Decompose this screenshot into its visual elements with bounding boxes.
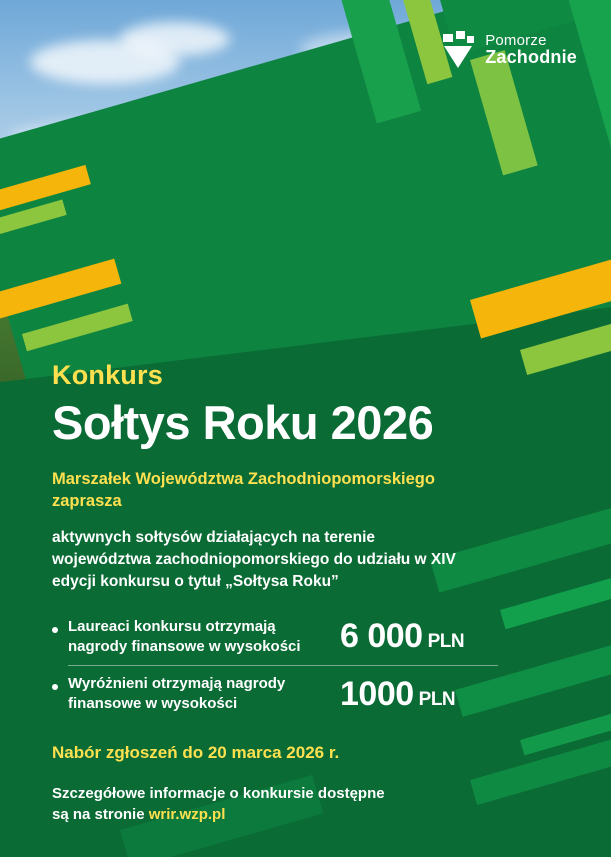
kicker-konkurs: Konkurs	[52, 360, 163, 390]
list-item	[52, 611, 557, 664]
subtitle: Marszałek Województwa Zachodniopomorskiego zaprasza	[52, 470, 435, 511]
prize-currency: PLN	[418, 688, 456, 710]
prize-amount	[340, 675, 455, 714]
prize-amount-value: 6 000	[340, 617, 423, 656]
divider	[68, 665, 498, 666]
prize-amount	[340, 617, 464, 656]
prize-list	[52, 611, 557, 721]
logo-text	[485, 33, 577, 68]
poster-content	[52, 360, 557, 826]
logo-line-zachodnie: Zachodnie	[485, 47, 577, 68]
prize-amount-value: 1000	[340, 674, 414, 713]
list-item	[52, 668, 557, 721]
info-block	[52, 783, 557, 827]
prize-description: Wyróżnieni otrzymają nagrody finansowe w wysokości	[68, 675, 286, 713]
pomorze-zachodnie-logo-icon	[441, 30, 475, 70]
info-line-1: Szczegółowe informacje o konkursie dostępne	[52, 784, 385, 802]
page-title: Sołtys Roku 2026	[52, 396, 434, 449]
bullet-icon	[52, 684, 58, 690]
info-line-2-prefix: są na stronie	[52, 806, 149, 824]
logo-line-pomorze: Pomorze	[485, 31, 547, 49]
deadline-text: Nabór zgłoszeń do 20 marca 2026 r.	[52, 742, 340, 762]
contest-url[interactable]: wrir.wzp.pl	[148, 806, 226, 824]
cloud	[120, 22, 230, 56]
lead-paragraph: aktywnych sołtysów działających na terenie województwa zachodniopomorskiego do udziału w XIV edycji konkursu o tytuł „Sołtysa Roku”	[52, 528, 456, 590]
info-line-2	[52, 804, 557, 826]
bullet-icon	[52, 627, 58, 633]
prize-description: Laureaci konkursu otrzymają nagrody finansowe w wysokości	[68, 617, 301, 655]
brand-logo	[441, 30, 577, 70]
prize-currency: PLN	[427, 631, 465, 653]
